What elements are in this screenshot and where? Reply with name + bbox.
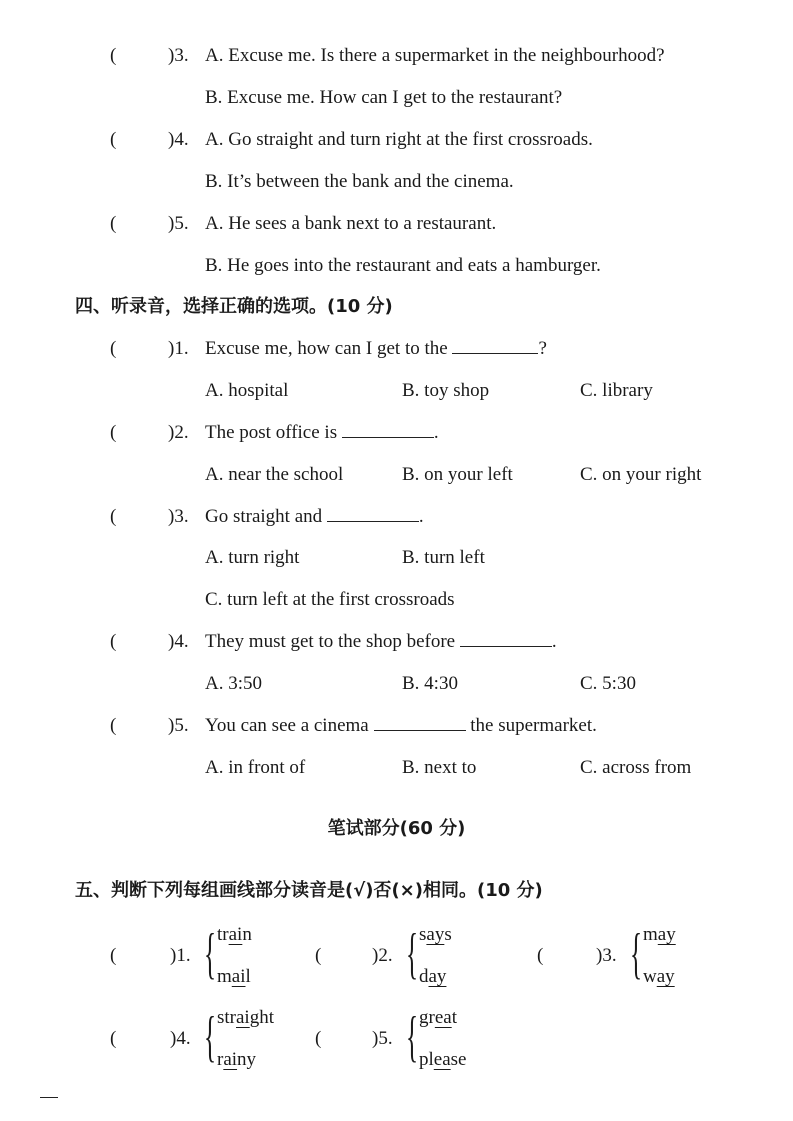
option-b: B. turn left xyxy=(402,547,485,568)
option-b: B. next to xyxy=(402,757,477,778)
word-1: great xyxy=(419,1007,457,1028)
word-2: please xyxy=(419,1049,467,1070)
option-b: B. It’s between the bank and the cinema. xyxy=(205,171,514,192)
answer-paren: ( xyxy=(315,1028,322,1049)
answer-paren: ( xyxy=(110,129,117,150)
question-number: )5. xyxy=(168,213,189,234)
word-1: train xyxy=(217,924,252,945)
option-b: B. toy shop xyxy=(402,380,490,401)
answer-paren: ( xyxy=(110,338,117,359)
question-text: The post office is . xyxy=(205,422,439,443)
page-footer-dash xyxy=(40,1097,58,1098)
word-2: way xyxy=(643,966,675,987)
option-c: C. on your right xyxy=(580,464,702,485)
question-text: Excuse me, how can I get to the ? xyxy=(205,338,547,359)
answer-paren: ( xyxy=(110,422,117,443)
question-text: You can see a cinema the supermarket. xyxy=(205,715,597,736)
option-a: A. hospital xyxy=(205,380,289,401)
question-number: )4. xyxy=(170,1028,191,1049)
option-a: A. Go straight and turn right at the first crossroads. xyxy=(205,129,593,150)
option-c: C. library xyxy=(580,380,653,401)
brace-icon: { xyxy=(204,1006,217,1068)
question-number: )4. xyxy=(168,129,189,150)
question-number: )3. xyxy=(596,945,617,966)
question-number: )1. xyxy=(168,338,189,359)
option-a: A. turn right xyxy=(205,547,300,568)
option-a: A. Excuse me. Is there a supermarket in the neighbourhood? xyxy=(205,45,665,66)
word-2: day xyxy=(419,966,447,987)
answer-paren: ( xyxy=(110,631,117,652)
option-a: A. in front of xyxy=(205,757,306,778)
question-number: )5. xyxy=(372,1028,393,1049)
option-b: B. He goes into the restaurant and eats a hamburger. xyxy=(205,255,601,276)
brace-icon: { xyxy=(204,923,217,985)
section-heading: 五、判断下列每组画线部分读音是(√)否(×)相同。(10 分) xyxy=(75,880,543,901)
question-number: )2. xyxy=(168,422,189,443)
question-number: )5. xyxy=(168,715,189,736)
question-text: Go straight and . xyxy=(205,506,424,527)
option-c: C. across from xyxy=(580,757,692,778)
option-c: C. turn left at the first crossroads xyxy=(205,589,455,610)
answer-paren: ( xyxy=(110,715,117,736)
word-1: says xyxy=(419,924,452,945)
question-number: )1. xyxy=(170,945,191,966)
word-1: straight xyxy=(217,1007,274,1028)
option-b: B. Excuse me. How can I get to the restaurant? xyxy=(205,87,563,108)
option-b: B. 4:30 xyxy=(402,673,458,694)
answer-paren: ( xyxy=(110,945,117,966)
brace-icon: { xyxy=(406,923,419,985)
option-c: C. 5:30 xyxy=(580,673,636,694)
question-number: )3. xyxy=(168,506,189,527)
word-1: may xyxy=(643,924,676,945)
word-2: rainy xyxy=(217,1049,257,1070)
answer-paren: ( xyxy=(110,213,117,234)
section-heading: 四、听录音，选择正确的选项。(10 分) xyxy=(75,296,393,317)
written-part-title: 笔试部分(60 分) xyxy=(327,818,466,839)
brace-icon: { xyxy=(406,1006,419,1068)
question-number: )3. xyxy=(168,45,189,66)
question-number: )4. xyxy=(168,631,189,652)
answer-paren: ( xyxy=(110,506,117,527)
option-a: A. 3:50 xyxy=(205,673,262,694)
question-number: )2. xyxy=(372,945,393,966)
answer-paren: ( xyxy=(537,945,544,966)
option-a: A. near the school xyxy=(205,464,344,485)
brace-icon: { xyxy=(630,923,643,985)
answer-paren: ( xyxy=(315,945,322,966)
answer-paren: ( xyxy=(110,1028,117,1049)
option-a: A. He sees a bank next to a restaurant. xyxy=(205,213,497,234)
word-2: mail xyxy=(217,966,251,987)
option-b: B. on your left xyxy=(402,464,513,485)
answer-paren: ( xyxy=(110,45,117,66)
question-text: They must get to the shop before . xyxy=(205,631,557,652)
